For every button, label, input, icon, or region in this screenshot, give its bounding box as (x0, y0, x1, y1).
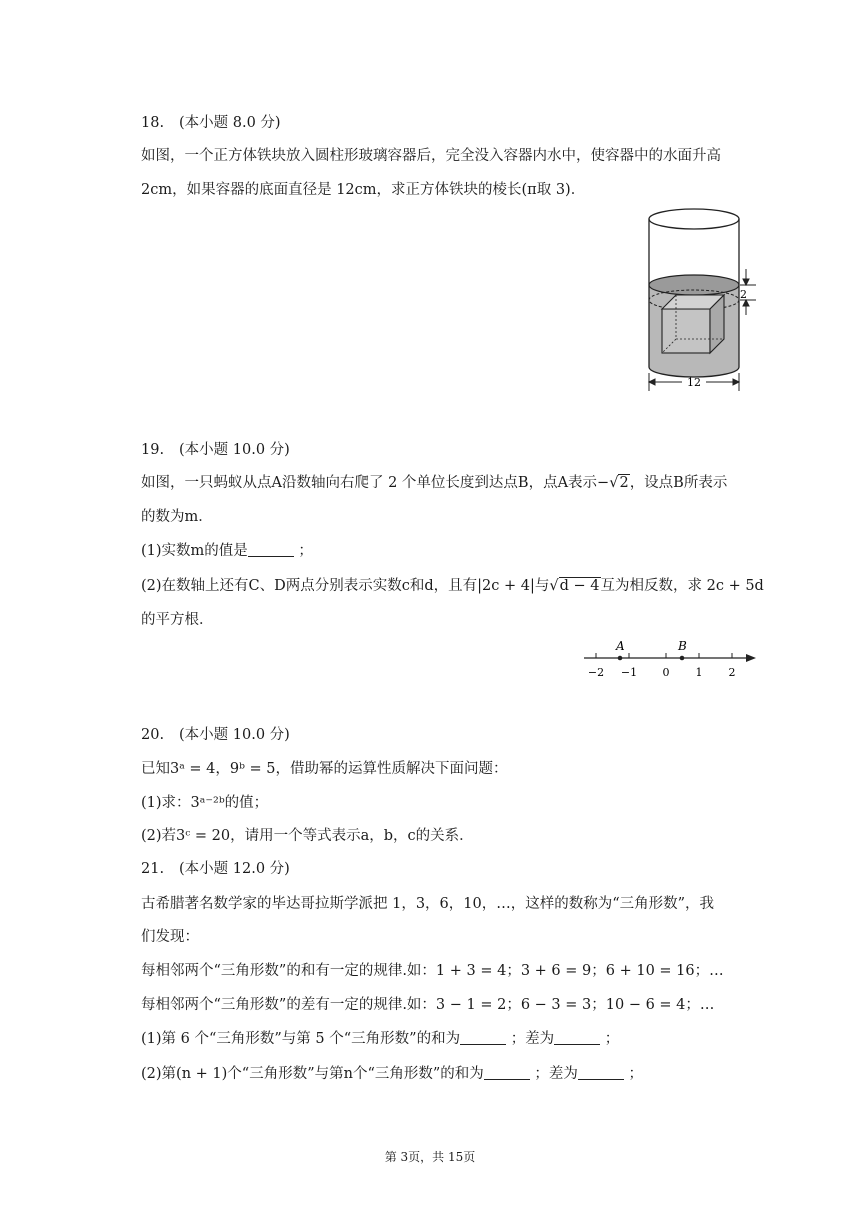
q19-text-line2: 的数为m． (141, 509, 213, 525)
q19-part1-tail: ； (298, 543, 313, 559)
q18-number: 18. (141, 115, 165, 131)
q19-header (141, 440, 290, 460)
q19-text-line1: 如图，一只蚂蚁从点A沿数轴向右爬了 2 个单位长度到达点B，点A表示−√2，设点B所表示 (141, 475, 728, 491)
answer-blank (554, 1030, 600, 1045)
page-footer: 第 3页，共 15页 (384, 1150, 476, 1164)
q21-part2-text-c: ； (628, 1066, 643, 1082)
answer-blank (460, 1030, 506, 1045)
q19-part2-line1: (2)在数轴上还有C、D两点分别表示实数c和d，且有|2c + 4|与√d − 4互为相反数，求 2c + 5d (141, 578, 764, 594)
q21-part1-text-a: (1)第 6 个“三角形数”与第 5 个“三角形数”的和为 (141, 1031, 461, 1047)
q21-part2-text-b: ；差为 (534, 1066, 578, 1082)
q18-points: (本小题 8.0 分) (179, 115, 281, 131)
q21-text-line2: 们发现： (141, 929, 199, 945)
q19-points: (本小题 10.0 分) (179, 442, 290, 458)
q20-text-line1: 已知3ᵃ = 4，9ᵇ = 5，借助幂的运算性质解决下面问题： (141, 761, 508, 777)
sqrt-d-minus-4: d − 4 (559, 578, 600, 594)
q19-line1-part-b: ，设点B所表示 (629, 475, 728, 491)
q21-part1-text-b: ；差为 (510, 1031, 555, 1047)
point-a-dot (618, 656, 623, 661)
cube (662, 295, 724, 353)
q20-part2: (2)若3ᶜ = 20，请用一个等式表示a，b，c的关系． (141, 828, 474, 844)
q20-header (141, 725, 290, 745)
q20-number: 20. (141, 727, 165, 743)
q19-part2-line2: 的平方根． (141, 612, 214, 628)
q19-part2-text-a: (2)在数轴上还有C、D两点分别表示实数c和d，且有|2c + 4|与 (141, 578, 550, 594)
q21-number: 21. (141, 861, 165, 877)
tick-label: −2 (587, 666, 605, 679)
q21-part2-text-a: (2)第(n + 1)个“三角形数”与第n个“三角形数”的和为 (141, 1066, 484, 1082)
axis-arrow-icon (746, 654, 756, 662)
q21-part1 (141, 1029, 619, 1049)
q19-part1-text: (1)实数m的值是 (141, 543, 248, 559)
water-surface (649, 275, 739, 295)
q20-part1: (1)求：3ᵃ⁻²ᵇ的值； (141, 795, 269, 811)
q18-text-line1: 如图，一个正方体铁块放入圆柱形玻璃容器后，完全没入容器内水中，使容器中的水面升高 (141, 148, 721, 164)
q19-line1-part-a: 如图，一只蚂蚁从点A沿数轴向右爬了 2 个单位长度到达点B，点A表示− (141, 475, 610, 491)
tick-label: 2 (728, 666, 736, 679)
q21-text-line4: 每相邻两个“三角形数”的差有一定的规律.如：3 − 1 = 2；6 − 3 = 3；10 − 6 = 4；… (141, 997, 715, 1013)
point-b-dot (680, 656, 685, 661)
q18-text-line2: 2cm，如果容器的底面直径是 12cm，求正方体铁块的棱长(π取 3)． (141, 182, 586, 198)
answer-blank (578, 1065, 624, 1080)
answer-blank (248, 542, 294, 557)
q19-part1 (141, 541, 313, 561)
q20-points: (本小题 10.0 分) (179, 727, 290, 743)
tick-label: 0 (662, 666, 670, 679)
q21-header (141, 859, 290, 879)
point-b-label: B (678, 639, 687, 653)
q21-part2 (141, 1064, 643, 1084)
answer-blank (484, 1065, 530, 1080)
point-a-label: A (616, 639, 625, 653)
q19-part2-text-b: 互为相反数，求 2c + 5d (600, 578, 764, 594)
cylinder-top (649, 209, 739, 229)
q21-points: (本小题 12.0 分) (179, 861, 290, 877)
tick-label: 1 (695, 666, 703, 679)
number-line-figure (580, 636, 760, 682)
q19-number: 19. (141, 442, 165, 458)
q18-header (141, 113, 281, 133)
q21-text-line1: 古希腊著名数学家的毕达哥拉斯学派把 1，3，6，10，…，这样的数称为“三角形数”，我 (141, 896, 715, 912)
q21-text-line3: 每相邻两个“三角形数”的和有一定的规律.如：1 + 3 = 4；3 + 6 = 9；6 + 10 = 16；… (141, 963, 724, 979)
cylinder-figure (640, 205, 760, 397)
rise-label: 2 (740, 288, 747, 301)
tick-label: −1 (620, 666, 638, 679)
sqrt-two: 2 (619, 475, 629, 491)
q21-part1-text-c: ； (604, 1031, 620, 1047)
diameter-label: 12 (687, 376, 701, 389)
